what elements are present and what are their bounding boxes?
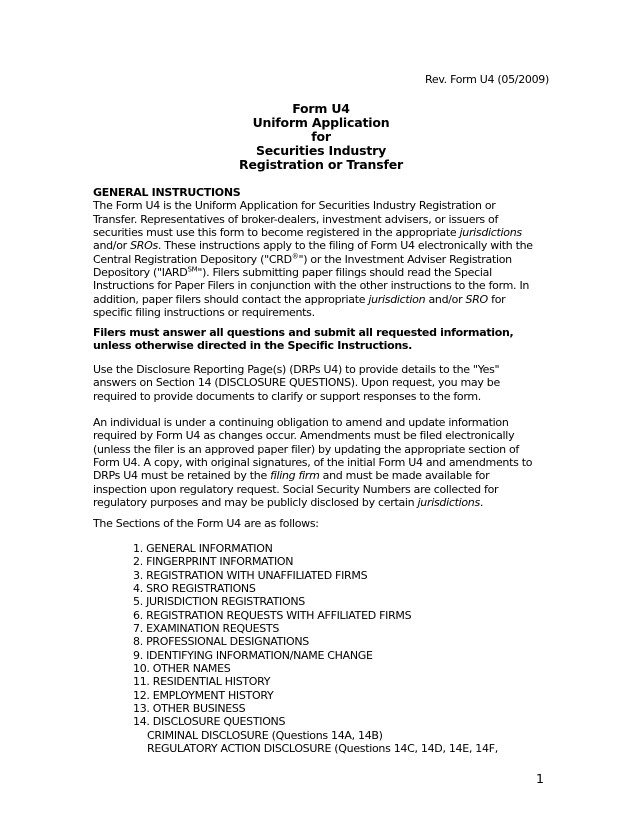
section-item: 8. PROFESSIONAL DESIGNATIONS — [133, 635, 309, 649]
section-item: 13. OTHER BUSINESS — [133, 702, 246, 716]
section-item: 11. RESIDENTIAL HISTORY — [133, 675, 271, 689]
section-item: 4. SRO REGISTRATIONS — [133, 582, 256, 596]
section-item: 2. FINGERPRINT INFORMATION — [133, 555, 294, 569]
section-item: 12. EMPLOYMENT HISTORY — [133, 688, 274, 702]
paragraph-disclosure-reporting: Use the Disclosure Reporting Page(s) (DRPs U4) to provide details to the "Yes" answers on Section 14 (DISCLOSURE QUESTIONS). Upon request, you may be required to provide documents to clarify or support responses to the form. — [93, 363, 500, 403]
section-item: 9. IDENTIFYING INFORMATION/NAME CHANGE — [133, 648, 373, 662]
form-title-line: Securities Industry — [255, 143, 387, 158]
section-item: 3. REGISTRATION WITH UNAFFILIATED FIRMS — [133, 568, 368, 582]
disclosure-subsections — [133, 729, 498, 756]
sections-intro: The Sections of the Form U4 are as follows: — [93, 517, 319, 530]
sections-list — [133, 542, 498, 756]
section-item: 10. OTHER NAMES — [133, 662, 231, 676]
paragraph-overview: The Form U4 is the Uniform Application for Securities Industry Registration or Transfer. Representatives of broker-dealers, investment advisers, or issuers of securities must use this form to become registered in the appropriate jurisdictions and/or SROs. These instructions apply to the filing of Form U4 electronically with the Central Registration Depository ("CRD®") or the Investment Adviser Registration Depository ("IARD℠"). Filers submitting paper filings should read the Special Instructions for Paper Filers in conjunction with the other instructions to the form. In addition, paper filers should contact the appropriate jurisdiction and/or SRO for specific filing instructions or requirements. — [93, 199, 533, 320]
revision-label: Rev. Form U4 (05/2009) — [425, 73, 549, 86]
section-sub-item: REGULATORY ACTION DISCLOSURE (Questions 14C, 14D, 14E, 14F, — [147, 742, 498, 756]
general-instructions-heading: GENERAL INSTRUCTIONS — [93, 186, 241, 199]
form-title-line: Uniform Application — [252, 115, 390, 130]
section-sub-item: CRIMINAL DISCLOSURE (Questions 14A, 14B) — [147, 728, 383, 742]
section-item: 1. GENERAL INFORMATION — [133, 542, 273, 555]
page-number: 1 — [536, 771, 544, 786]
form-title-line: Form U4 — [292, 101, 350, 116]
section-item: 6. REGISTRATION REQUESTS WITH AFFILIATED FIRMS — [133, 608, 412, 622]
form-title-line: Registration or Transfer — [239, 157, 403, 172]
form-title — [93, 102, 549, 172]
section-item: 14. DISCLOSURE QUESTIONS — [133, 715, 286, 729]
paragraph-filers-must-answer: Filers must answer all questions and submit all requested information, unless otherwise directed in the Specific Instructions. — [93, 326, 514, 353]
numbered-sections — [133, 542, 498, 729]
section-item: 7. EXAMINATION REQUESTS — [133, 622, 280, 636]
general-instructions-section — [93, 186, 533, 319]
section-item: 5. JURISDICTION REGISTRATIONS — [133, 595, 305, 609]
paragraph-amendment-obligation: An individual is under a continuing obligation to amend and update information required by Form U4 as changes occur. Amendments must be filed electronically (unless the filer is an approved paper filer) by updating the appropriate section of Form U4. A copy, with original signatures, of the initial Form U4 and amendments to DRPs U4 must be retained by the filing firm and must be made available for inspection upon regulatory request. Social Security Numbers are collected for regulatory purposes and may be publicly disclosed by certain jurisdictions. — [93, 416, 533, 510]
form-title-line: for — [311, 129, 331, 144]
